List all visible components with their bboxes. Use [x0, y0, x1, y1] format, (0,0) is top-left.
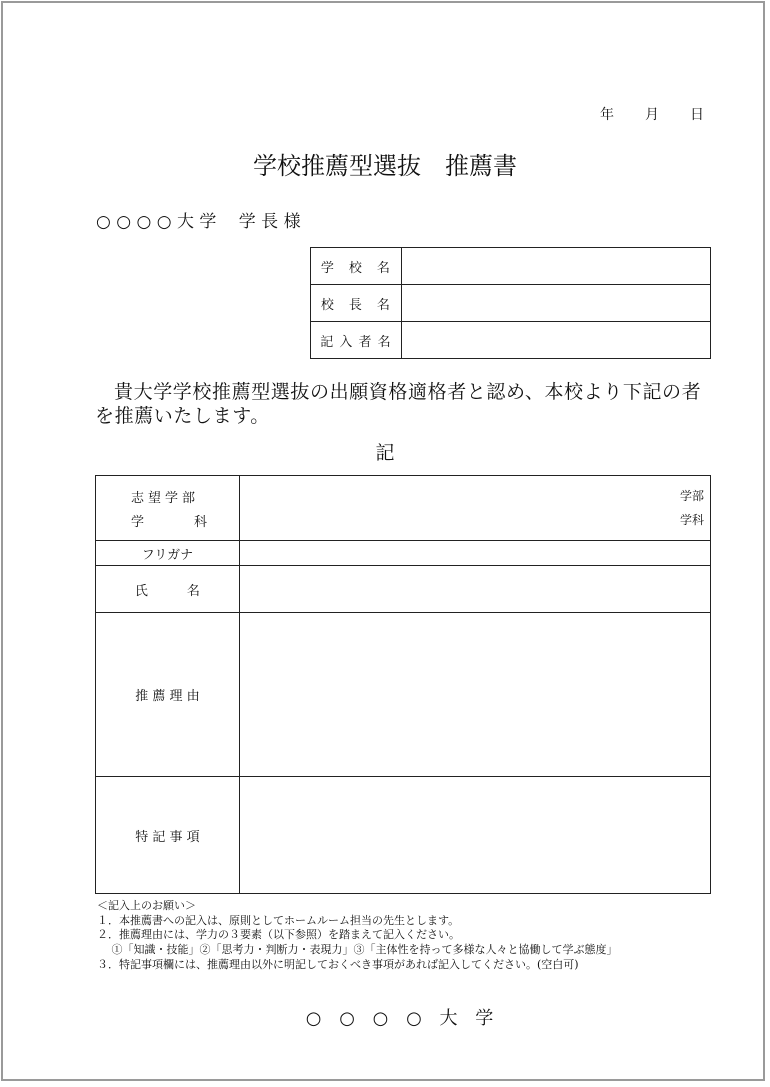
date-line: 年 月 日	[600, 107, 705, 123]
faculty-unit: 学部	[679, 489, 704, 503]
furigana-label: フリガナ	[96, 541, 240, 566]
reason-field[interactable]	[239, 613, 710, 777]
name-label: 氏 名	[96, 566, 240, 613]
department-label: 志望学部	[131, 491, 200, 506]
writer-name-field[interactable]	[401, 322, 710, 359]
subject-label-2: 科	[194, 515, 208, 530]
name-field[interactable]	[239, 566, 710, 613]
department-label-cell	[96, 476, 240, 541]
instructions-block	[97, 899, 737, 973]
document-title: 学校推薦型選抜 推薦書	[253, 152, 517, 180]
recommendation-statement: 貴大学学校推薦型選抜の出願資格適格者と認め、本校より下記の者を推薦いたします。	[95, 381, 702, 427]
instruction-item-2-detail: ①「知識・技能」②「思考力・判断力・表現力」③「主体性を持って多様な人々と協働して学ぶ態度」	[97, 943, 618, 957]
department-field[interactable]	[239, 476, 710, 541]
instruction-item-2: ２．推薦理由には、学力の３要素（以下参照）を踏まえて記入ください。	[97, 928, 460, 942]
ki-heading: 記	[375, 442, 395, 464]
school-name-label: 学 校 名	[311, 248, 402, 285]
instruction-item-3: ３．特記事項欄には、推薦理由以外に明記しておくべき事項があれば記入してください。(空白可)	[97, 957, 579, 971]
principal-name-label: 校 長 名	[311, 285, 402, 322]
furigana-field[interactable]	[239, 541, 710, 566]
instruction-item-1: １．本推薦書への記入は、原則としてホームルーム担当の先生とします。	[97, 913, 460, 927]
school-info-table	[310, 247, 711, 359]
principal-name-field[interactable]	[401, 285, 710, 322]
subject-unit: 学科	[679, 513, 704, 527]
addressee: ○ ○ ○ ○ 大 学 学 長 様	[96, 212, 301, 232]
subject-label-1: 学	[131, 515, 145, 530]
instructions-heading: ＜記入上のお願い＞	[97, 899, 196, 912]
school-name-field[interactable]	[401, 248, 710, 285]
university-name: ○ ○ ○ ○ 大 学	[305, 1008, 500, 1029]
notes-label: 特 記 事 項	[96, 777, 240, 894]
writer-name-label: 記 入 者 名	[311, 322, 402, 359]
recommendation-form-table	[95, 475, 711, 894]
notes-field[interactable]	[239, 777, 710, 894]
reason-label: 推 薦 理 由	[96, 613, 240, 777]
